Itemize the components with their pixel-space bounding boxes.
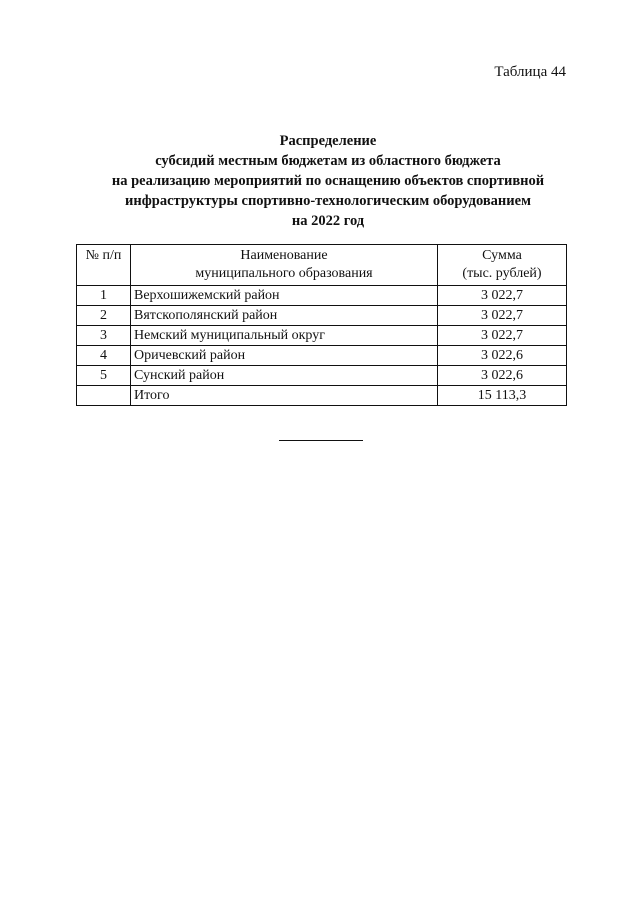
subsidy-table xyxy=(76,244,567,406)
table-row xyxy=(77,306,567,326)
table-row xyxy=(77,346,567,366)
title-line: на реализацию мероприятий по оснащению объектов спортивной xyxy=(111,173,545,189)
row-sum: 3 022,6 xyxy=(438,346,567,366)
row-name: Сунский район xyxy=(131,366,438,386)
title-line: субсидий местным бюджетам из областного бюджета xyxy=(155,153,501,169)
header-sum-line: (тыс. рублей) xyxy=(462,266,542,281)
document-title xyxy=(60,131,596,231)
row-number: 2 xyxy=(77,306,131,326)
closing-rule xyxy=(279,440,363,441)
title-line: инфраструктуры спортивно-технологическим оборудованием xyxy=(125,193,531,209)
table-row xyxy=(77,286,567,306)
row-sum: 3 022,7 xyxy=(438,306,567,326)
table-number: Таблица 44 xyxy=(494,64,566,80)
row-sum: 3 022,6 xyxy=(438,366,567,386)
header-sum-line: Сумма xyxy=(482,248,522,263)
row-name: Немский муниципальный округ xyxy=(131,326,438,346)
header-number: № п/п xyxy=(77,245,131,286)
table-row xyxy=(77,326,567,346)
row-name: Вятскополянский район xyxy=(131,306,438,326)
total-number xyxy=(77,386,131,406)
row-number: 4 xyxy=(77,346,131,366)
header-sum xyxy=(438,245,567,286)
title-line: на 2022 год xyxy=(291,213,365,229)
row-name: Оричевский район xyxy=(131,346,438,366)
header-name-line: Наименование xyxy=(240,248,328,263)
row-number: 3 xyxy=(77,326,131,346)
table-header-row xyxy=(77,245,567,286)
header-name xyxy=(131,245,438,286)
row-number: 5 xyxy=(77,366,131,386)
row-sum: 3 022,7 xyxy=(438,286,567,306)
title-line: Распределение xyxy=(279,133,377,149)
total-label: Итого xyxy=(131,386,438,406)
total-sum: 15 113,3 xyxy=(438,386,567,406)
row-name: Верхошижемский район xyxy=(131,286,438,306)
total-row xyxy=(77,386,567,406)
table-row xyxy=(77,366,567,386)
row-number: 1 xyxy=(77,286,131,306)
header-name-line: муниципального образования xyxy=(195,266,373,281)
row-sum: 3 022,7 xyxy=(438,326,567,346)
